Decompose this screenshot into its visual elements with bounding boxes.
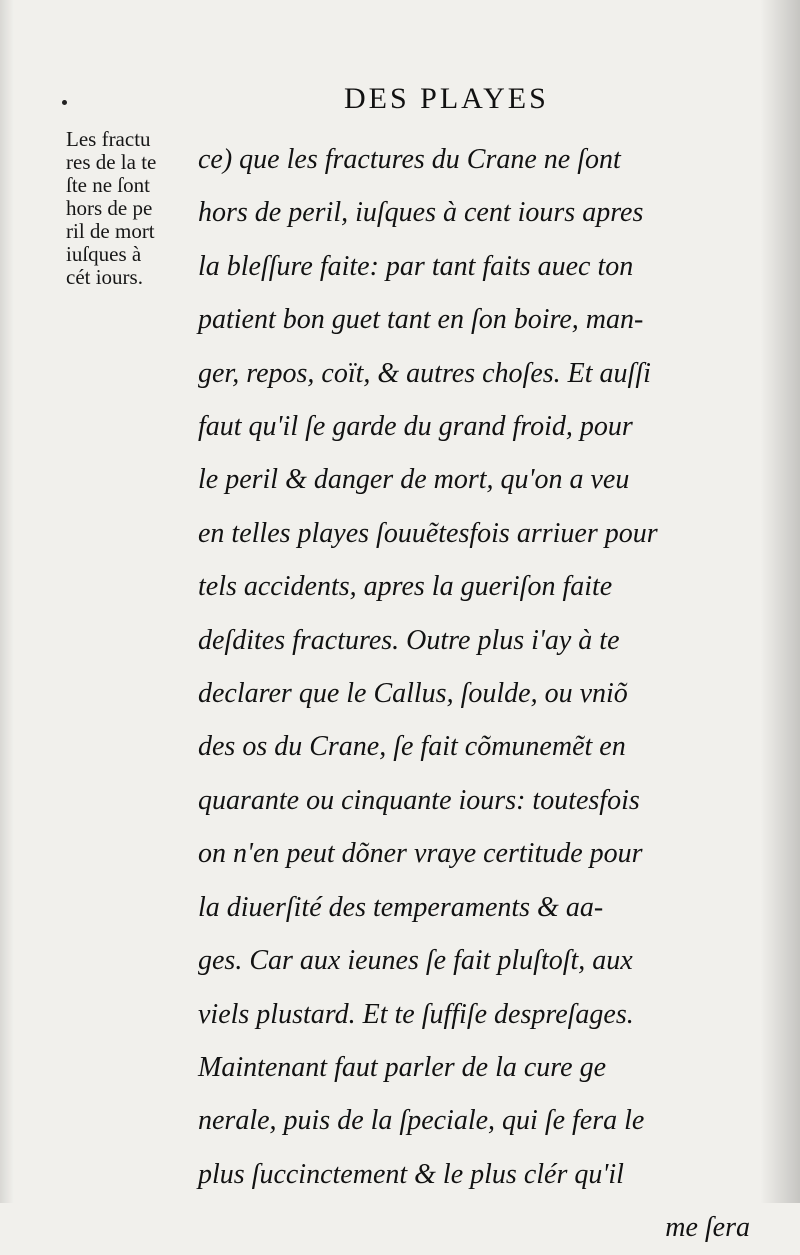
page-edge-left bbox=[0, 0, 14, 1203]
text-line: viels plustard. Et te ſuffiſe despreſages. bbox=[198, 998, 634, 1030]
catchword: me ſera bbox=[665, 1212, 750, 1244]
text-line: hors de peril, iuſques à cent iours apres bbox=[198, 197, 644, 229]
text-line: la diuerſité des temperaments & aa- bbox=[198, 891, 604, 923]
margin-note-line: res de la te bbox=[66, 150, 157, 174]
margin-note-line: hors de pe bbox=[66, 196, 153, 220]
page-header bbox=[0, 82, 800, 122]
running-head: DES PLAYES bbox=[344, 82, 549, 115]
text-line: on n'en peut dõner vraye certitude pour bbox=[198, 838, 643, 870]
text-line: la bleſſure faite: par tant faits auec ton bbox=[198, 250, 634, 282]
text-line: ce) que les fractures du Crane ne ſont bbox=[198, 144, 621, 175]
header-mark bbox=[62, 100, 67, 105]
text-line: plus ſuccinctement & le plus clér qu'il bbox=[198, 1158, 624, 1190]
margin-note bbox=[66, 128, 196, 289]
text-line: patient bon guet tant en ſon boire, man- bbox=[198, 304, 644, 336]
text-line: Maintenant faut parler de la cure ge bbox=[198, 1051, 606, 1083]
text-line: faut qu'il ſe garde du grand froid, pour bbox=[198, 411, 633, 443]
text-line: nerale, puis de la ſpeciale, qui ſe fera le bbox=[198, 1105, 645, 1137]
margin-note-line: cét iours. bbox=[66, 265, 143, 289]
margin-note-line: ril de mort bbox=[66, 219, 155, 243]
margin-note-line: iuſques à bbox=[66, 242, 142, 266]
text-line: des os du Crane, ſe fait cõmunemẽt en bbox=[198, 731, 626, 763]
margin-note-line: ſte ne ſont bbox=[66, 173, 150, 197]
margin-note-line: Les fractu bbox=[66, 127, 151, 151]
text-line: en telles playes ſouuẽtesfois arriuer pour bbox=[198, 517, 658, 549]
text-line: ger, repos, coït, & autres choſes. Et auſſi bbox=[198, 357, 651, 389]
body-text bbox=[198, 133, 768, 1255]
text-line: tels accidents, apres la gueriſon faite bbox=[198, 571, 613, 603]
text-line: declarer que le Callus, ſoulde, ou vniõ bbox=[198, 678, 628, 710]
text-line: le peril & danger de mort, qu'on a veu bbox=[198, 464, 630, 496]
text-line: deſdites fractures. Outre plus i'ay à te bbox=[198, 624, 620, 656]
text-line: ges. Car aux ieunes ſe fait pluſtoſt, aux bbox=[198, 945, 633, 977]
text-line: quarante ou cinquante iours: toutesfois bbox=[198, 784, 640, 816]
